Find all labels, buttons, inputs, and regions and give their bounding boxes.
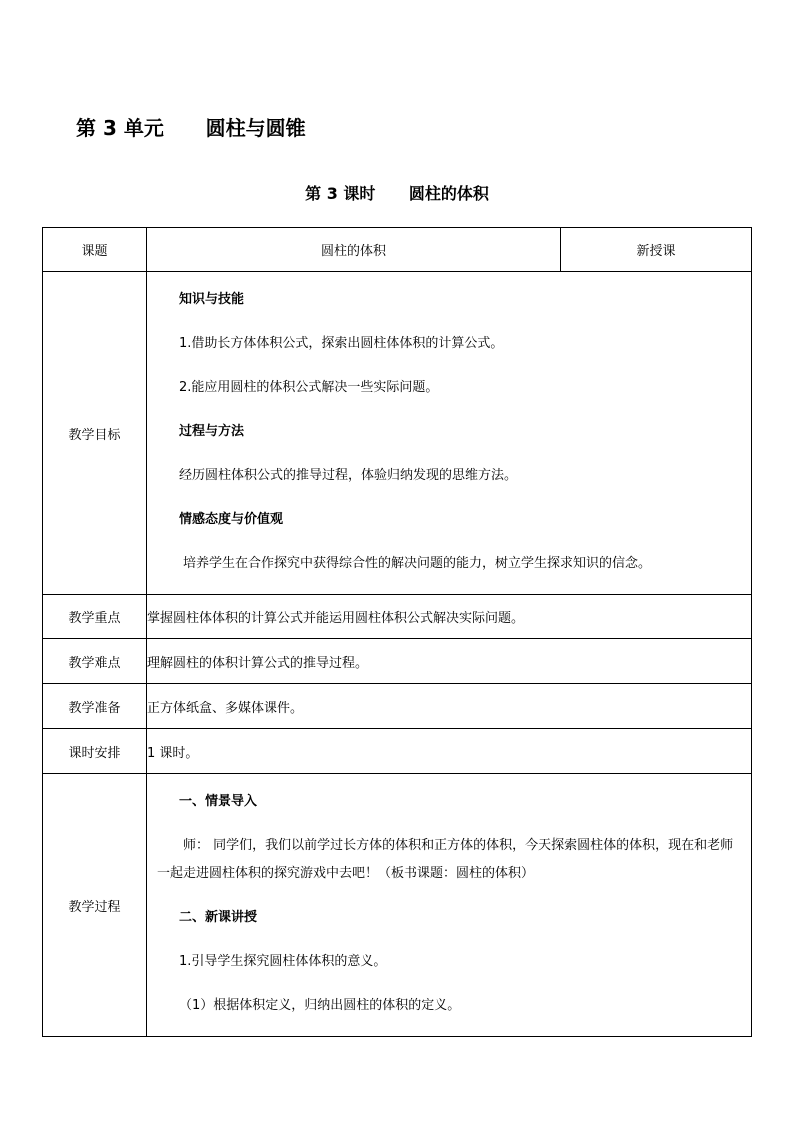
goals-item-4: 培养学生在合作探究中获得综合性的解决问题的能力，树立学生探求知识的信念。 (183, 556, 652, 571)
process-content (147, 774, 752, 1037)
difficulty-value: 理解圆柱的体积计算公式的推导过程。 (147, 639, 752, 684)
lesson-title: 第 3 课时 圆柱的体积 (305, 184, 489, 203)
goals-content (147, 272, 752, 595)
row-difficulty (43, 639, 752, 684)
lesson-plan-table (42, 227, 752, 1037)
goals-item-2: 2.能应用圆柱的体积公式解决一些实际问题。 (179, 380, 439, 395)
process-paragraph-1: 师： 同学们，我们以前学过长方体的体积和正方体的体积，今天探索圆柱体的体积，现在和老师一起走进圆柱体积的探究游戏中去吧！（板书课题：圆柱的体积） (157, 838, 734, 881)
topic-label: 课题 (43, 228, 147, 272)
unit-title: 第 3 单元 圆柱与圆锥 (76, 116, 306, 140)
key-label: 教学重点 (43, 595, 147, 639)
goals-item-1: 1.借助长方体体积公式，探索出圆柱体体积的计算公式。 (179, 336, 504, 351)
row-topic (43, 228, 752, 272)
row-goals (43, 272, 752, 595)
process-paragraph-2: 1.引导学生探究圆柱体体积的意义。 (179, 954, 387, 969)
process-heading-new: 二、新课讲授 (179, 910, 258, 925)
goals-heading-knowledge: 知识与技能 (179, 292, 245, 307)
schedule-label: 课时安排 (43, 729, 147, 774)
prep-label: 教学准备 (43, 684, 147, 729)
goals-heading-attitude: 情感态度与价值观 (179, 512, 284, 527)
goals-label: 教学目标 (43, 272, 147, 595)
row-schedule (43, 729, 752, 774)
process-paragraph-3: （1）根据体积定义，归纳出圆柱的体积的定义。 (179, 998, 461, 1013)
row-preparation (43, 684, 752, 729)
goals-item-3: 经历圆柱体积公式的推导过程，体验归纳发现的思维方法。 (179, 468, 518, 483)
schedule-value: 1 课时。 (147, 729, 752, 774)
goals-heading-process: 过程与方法 (179, 424, 245, 439)
difficulty-label: 教学难点 (43, 639, 147, 684)
row-key-points (43, 595, 752, 639)
process-heading-intro: 一、情景导入 (179, 794, 258, 809)
topic-value: 圆柱的体积 (147, 228, 561, 272)
prep-value: 正方体纸盒、多媒体课件。 (147, 684, 752, 729)
key-value: 掌握圆柱体体积的计算公式并能运用圆柱体积公式解决实际问题。 (147, 595, 752, 639)
row-process (43, 774, 752, 1037)
process-label: 教学过程 (43, 774, 147, 1037)
lesson-type: 新授课 (561, 228, 752, 272)
